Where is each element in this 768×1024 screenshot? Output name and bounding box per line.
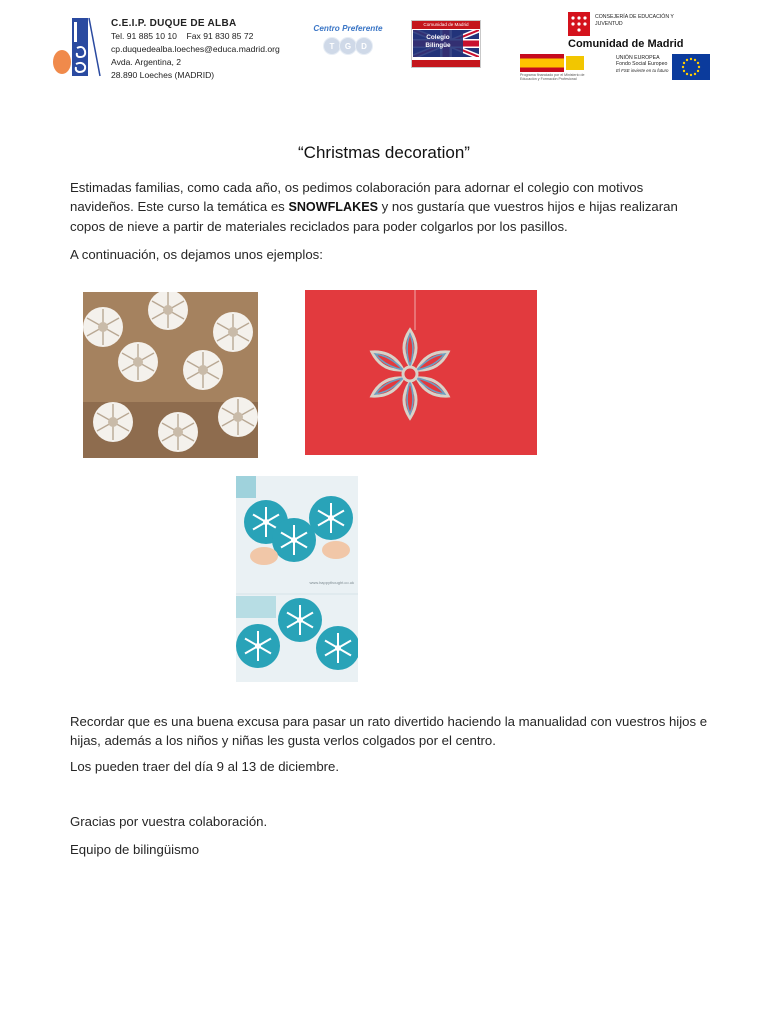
intro-text: Estimadas familias, como cada año, os pedimos colaboración para adornar el colegio con motivos navideños. Este curso la temática es <box>70 180 644 214</box>
recycled-tube-snowflake-photo <box>305 290 537 455</box>
document-title: “Christmas decoration” <box>298 143 470 162</box>
eu-flag-icon <box>672 54 710 80</box>
school-city: 28.890 Loeches (MADRID) <box>111 70 215 80</box>
signature: Equipo de bilingüismo <box>70 842 200 857</box>
paper-snowflakes-photo <box>83 292 258 458</box>
school-logo <box>50 14 104 80</box>
delivery-dates: Los pueden traer del día 9 al 13 de diciembre. <box>70 759 340 774</box>
examples-intro: A continuación, os dejamos unos ejemplos: <box>70 247 323 262</box>
consejeria-label: CONSEJERÍA DE EDUCACIÓN Y JUVENTUD <box>595 14 674 27</box>
eu-fund-label: Fondo Social Europeo <box>616 61 668 68</box>
school-name: C.E.I.P. DUQUE DE ALBA <box>111 18 237 29</box>
bilingual-label: Colegio Bilingüe <box>425 34 451 49</box>
eu-union-label: UNIÓN EUROPEA <box>616 55 660 61</box>
photo-watermark: www.happythought.co.uk <box>309 580 354 585</box>
intro-paragraph <box>70 178 710 236</box>
comunidad-madrid-logo <box>566 12 710 52</box>
tgd-letter: T <box>323 37 341 55</box>
reminder-paragraph: Recordar que es una buena excusa para pasar un rato divertido haciendo la manualidad con vuestros hijos e hijas, además a los niños y niñas les gusta verlos colgados por el centro. <box>70 714 708 748</box>
spain-government-logo <box>520 54 590 82</box>
school-email[interactable]: cp.duquedealba.loeches@educa.madrid.org <box>111 44 280 54</box>
school-address: Avda. Argentina, 2 <box>111 57 182 67</box>
spain-flag-icon <box>520 54 564 72</box>
spain-shield-icon <box>566 56 584 70</box>
spain-program-text: Programa financiado por el Ministerio de Educación y Formación Profesional <box>520 73 585 82</box>
eu-slogan: El FSE invierte en tu futuro <box>616 67 669 73</box>
tgd-logo <box>310 24 386 55</box>
tgd-letter: G <box>339 37 357 55</box>
eu-fund-logo <box>616 54 712 82</box>
school-contact-block <box>111 17 280 82</box>
school-phone: Tel. 91 885 10 10 Fax 91 830 85 72 <box>111 31 254 41</box>
comunidad-madrid-label: Comunidad de Madrid <box>568 38 684 50</box>
thanks-line: Gracias por vuestra colaboración. <box>70 814 268 829</box>
tgd-letter: D <box>355 37 373 55</box>
cotton-bud-snowflakes-photo <box>236 476 358 682</box>
intro-text-end: y nos gustaría que vuestros hijos e hijas realizaran copos de nieve a partir de materiales reciclados para poder colgarlos por los pasillos. <box>70 199 678 234</box>
bilingual-school-logo <box>411 20 481 68</box>
madrid-stars-icon <box>568 12 590 36</box>
theme-keyword: SNOWFLAKES <box>288 200 378 214</box>
tgd-label: Centro Preferente <box>313 24 383 33</box>
bilingual-top-text: Comunidad de Madrid <box>412 21 480 29</box>
